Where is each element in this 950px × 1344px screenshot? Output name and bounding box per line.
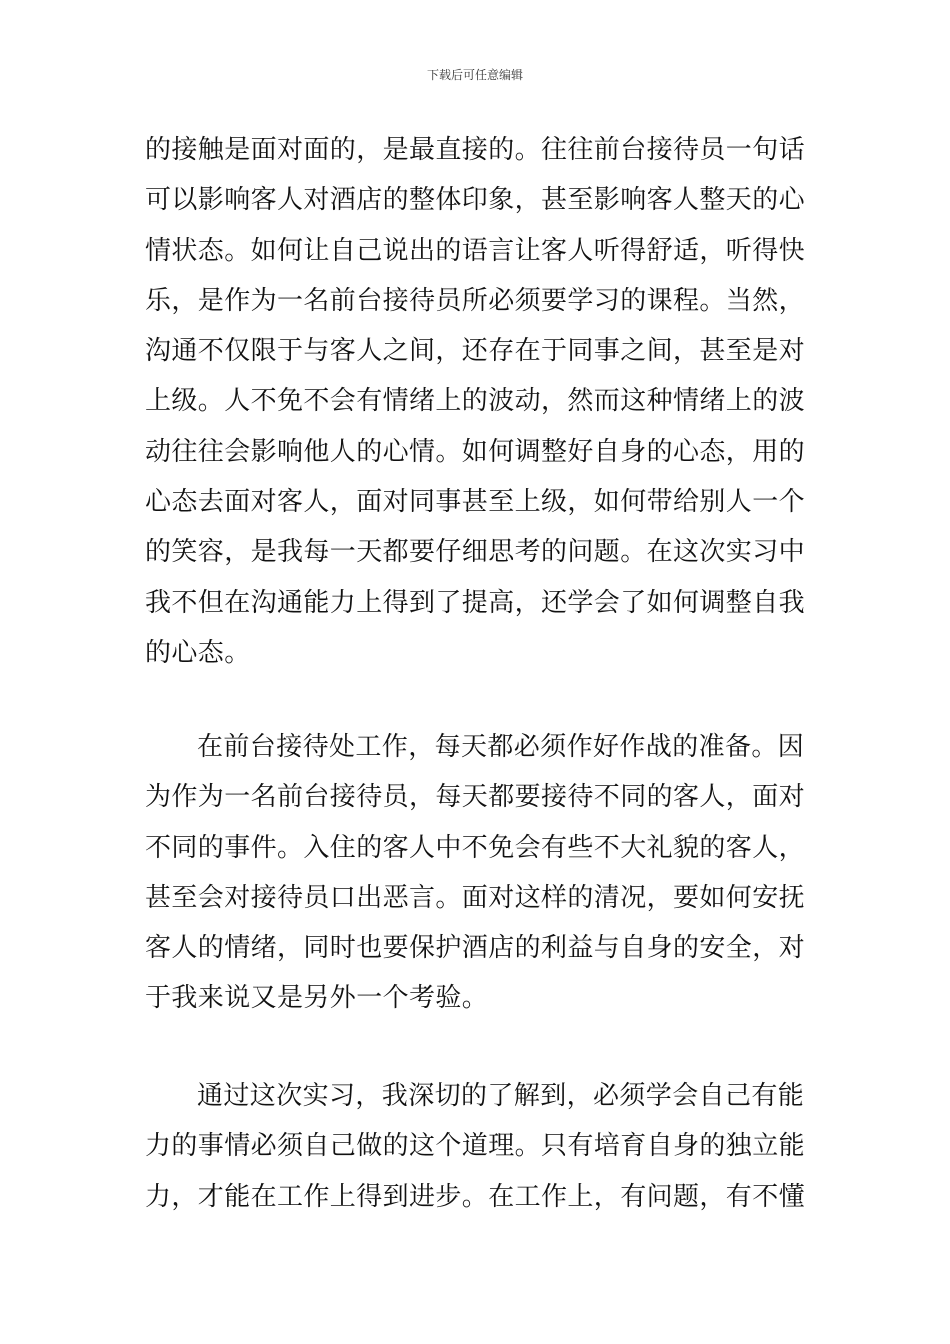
- paragraph-2: [145, 722, 807, 1024]
- text-line: 动往往会影响他人的心情。如何调整好自身的心态，用的: [145, 436, 806, 467]
- text-line: 于我来说又是另外一个考验。: [145, 983, 489, 1014]
- paragraph-3: [145, 1071, 807, 1222]
- text-line: 不同的事件。入住的客人中不免会有些不大礼貌的客人，: [145, 832, 806, 863]
- page-header-note: 下载后可任意编辑: [426, 68, 523, 82]
- text-line: 沟通不仅限于与客人之间，还存在于同事之间，甚至是对: [145, 336, 806, 367]
- text-line-indented: 通过这次实习，我深切的了解到，必须学会自己有能: [197, 1081, 805, 1111]
- text-line: 上级。人不免不会有情绪上的波动，然而这种情绪上的波: [145, 386, 806, 417]
- text-line: 可以影响客人对酒店的整体印象，甚至影响客人整天的心: [145, 185, 806, 216]
- text-line: 的接触是面对面的，是最直接的。往往前台接待员一句话: [145, 135, 806, 165]
- text-line-indented: 在前台接待处工作，每天都必须作好作战的准备。因: [197, 732, 805, 762]
- text-line: 乐，是作为一名前台接待员所必须要学习的课程。当然，: [145, 285, 806, 316]
- text-line: 力，才能在工作上得到进步。在工作上，有问题，有不懂: [145, 1181, 806, 1212]
- text-line: 客人的情绪，同时也要保护酒店的利益与自身的安全，对: [145, 933, 806, 964]
- text-line: 力的事情必须自己做的这个道理。只有培育自身的独立能: [145, 1131, 806, 1162]
- text-line: 心态去面对客人，面对同事甚至上级，如何带给别人一个: [145, 487, 806, 518]
- text-line: 我不但在沟通能力上得到了提高，还学会了如何调整自我: [145, 587, 806, 618]
- text-line: 为作为一名前台接待员，每天都要接待不同的客人，面对: [145, 782, 806, 813]
- paragraph-1: [145, 125, 807, 678]
- text-line: 的心态。: [145, 637, 251, 668]
- text-line: 情状态。如何让自己说出的语言让客人听得舒适，听得快: [145, 235, 806, 266]
- text-line: 甚至会对接待员口出恶言。面对这样的清况，要如何安抚: [145, 882, 806, 913]
- text-line: 的笑容，是我每一天都要仔细思考的问题。在这次实习中: [145, 537, 806, 568]
